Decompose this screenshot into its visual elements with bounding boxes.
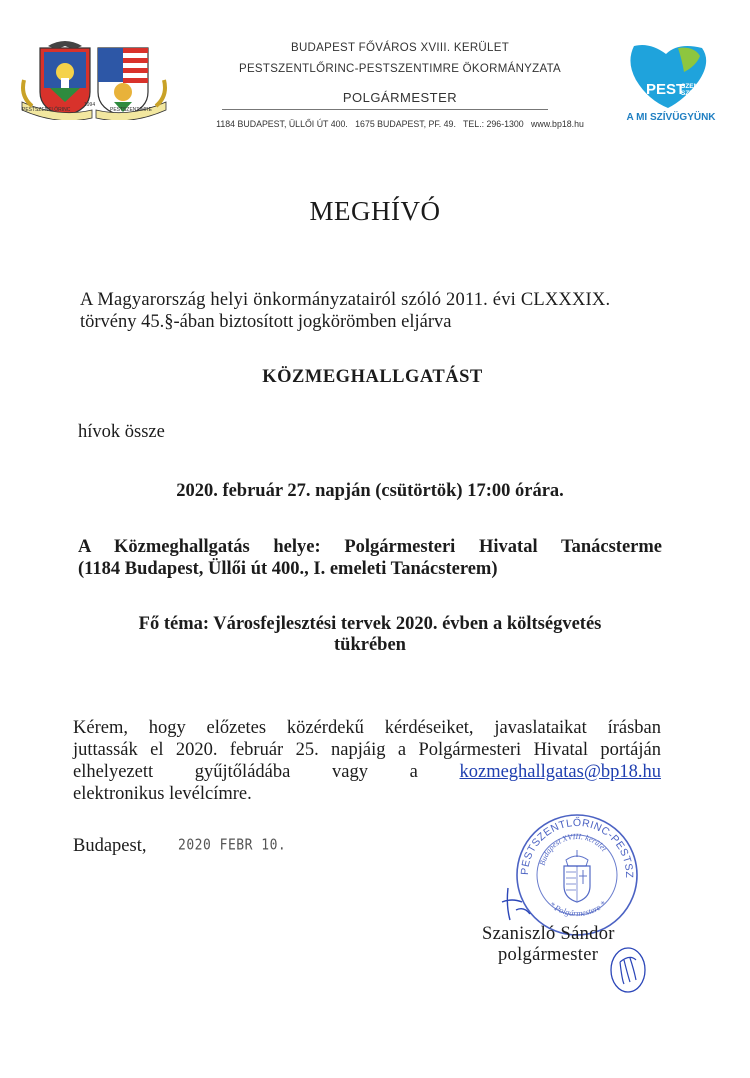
- seal-bottom-text: * Polgármestere *: [547, 898, 608, 919]
- pest-heart-logo: [628, 42, 710, 112]
- request-line-2: juttassák el 2020. február 25. napjáig a Polgármesteri Hivatal portáján: [73, 740, 661, 760]
- request-line-3: [73, 761, 661, 783]
- request-word-box: gyűjtőládába: [194, 762, 291, 782]
- letterhead-line-1: BUDAPEST FŐVÁROS XVIII. KERÜLET: [290, 42, 510, 54]
- topic-line-1: Fő téma: Városfejlesztési tervek 2020. évben a költségvetés: [138, 614, 602, 634]
- letterhead-office: POLGÁRMESTER: [342, 90, 458, 105]
- request-word-placed: elhelyezett: [73, 762, 154, 782]
- initials-mark: [606, 940, 652, 996]
- event-heading: KÖZMEGHALLGATÁST: [262, 367, 483, 387]
- request-line-1: Kérem, hogy előzetes közérdekű kérdéseiket, javaslataikat írásban: [73, 718, 661, 738]
- crest-year: 1994: [84, 102, 96, 108]
- logo-slogan: A MI SZÍVÜGYÜNK: [626, 112, 716, 123]
- convene-text: hívok össze: [78, 422, 165, 442]
- place-label: Budapest,: [73, 836, 147, 856]
- logo-pest-text: PEST: [646, 81, 686, 98]
- document-title: MEGHÍVÓ: [309, 196, 441, 226]
- seal-outer-text: PESTSZENTLŐRINC-PESTSZ: [518, 816, 636, 879]
- email-link[interactable]: kozmeghallgatas@bp18.hu: [459, 762, 661, 782]
- request-word-a: a: [409, 762, 418, 782]
- venue-line-2: (1184 Budapest, Üllői út 400., I. emeleti Tanácsterem): [78, 559, 498, 579]
- crest-banner-left: PESTSZENTLŐRINC: [22, 107, 71, 113]
- letterhead-address: 1184 BUDAPEST, ÜLLŐI ÚT 400. 1675 BUDAPEST, PF. 49. TEL.: 296-1300 www.bp18.hu: [216, 119, 584, 129]
- intro-line-2: törvény 45.§-ában biztosított jogkörömben eljárva: [80, 312, 452, 332]
- crest-banner-right: PESTSZENTIMRE: [110, 107, 152, 113]
- seal-inner-text: Budapest XVIII. kerület: [537, 831, 609, 867]
- event-datetime: 2020. február 27. napján (csütörtök) 17:00 órára.: [176, 481, 564, 501]
- signer-title: polgármester: [498, 945, 599, 965]
- logo-sub-2: SZENTIMRE: [681, 90, 719, 97]
- topic-line-2: tükrében: [334, 635, 406, 655]
- request-word-or: vagy: [332, 762, 368, 782]
- intro-line-1: A Magyarország helyi önkormányzatairól szóló 2011. évi CLXXXIX.: [80, 290, 611, 310]
- date-stamp: 2020 FEBR 10.: [178, 836, 287, 855]
- signer-name: Szaniszló Sándor: [482, 924, 615, 944]
- letterhead-line-2: PESTSZENTLŐRINC-PESTSZENTIMRE ÖKORMÁNYZATA: [238, 63, 562, 75]
- request-line-4: elektronikus levélcímre.: [73, 784, 252, 804]
- letterhead-divider: [222, 109, 548, 110]
- logo-sub-1: SZENTLŐRINC: [681, 83, 728, 90]
- venue-line-1: A Közmeghallgatás helye: Polgármesteri Hivatal Tanácsterme: [78, 537, 662, 557]
